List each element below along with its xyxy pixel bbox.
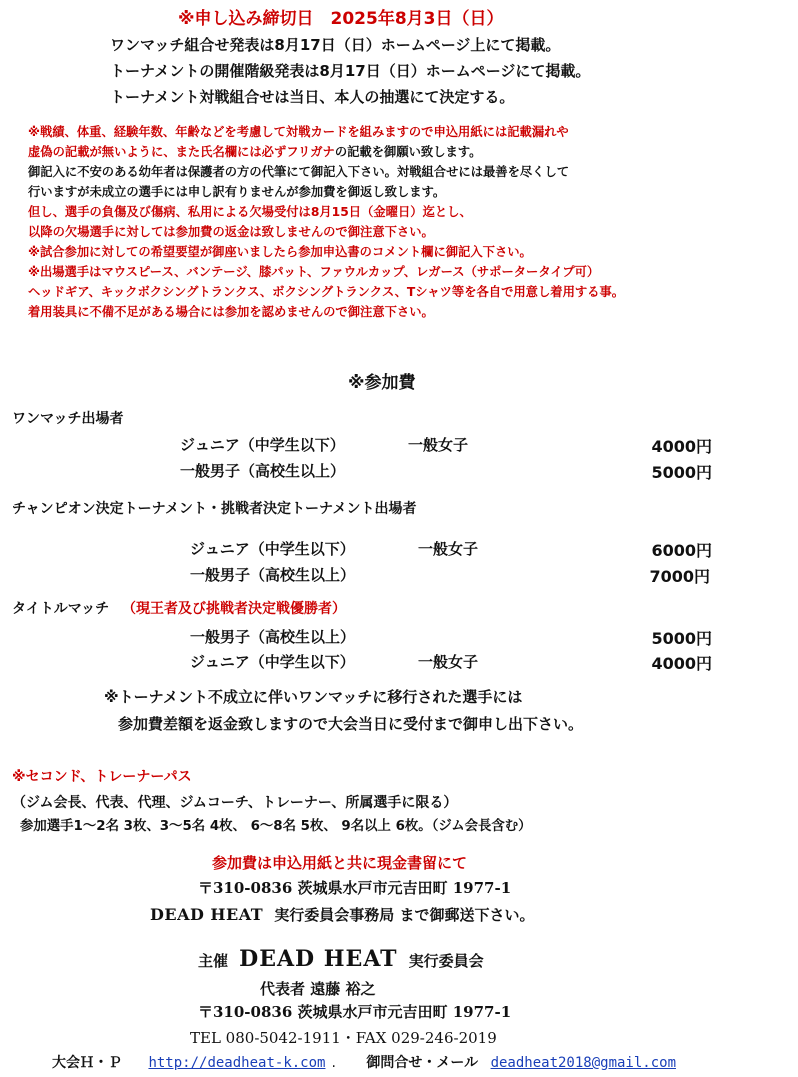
hp-link[interactable]: http://deadheat-k.com xyxy=(148,1055,326,1071)
organizer-suffix: 実行委員会 xyxy=(408,952,484,970)
contact-label: 御問合せ・メール xyxy=(366,1055,479,1071)
title-match-row1-price: 5000円 xyxy=(651,629,712,648)
note-1b-pre: 虚偽の記載が無いように、また氏名欄には xyxy=(28,145,262,159)
header-line-1: ワンマッチ組合せ発表は8月17日（日）ホームページ上にて掲載。 xyxy=(110,36,561,54)
note-1a: ※戦績、体重、経験年数、年齢などを考慮して対戦カードを組みますので申込用紙には記載漏れや xyxy=(28,125,569,139)
tournament-row2-left: 一般男子（高校生以上） xyxy=(190,566,356,584)
one-match-row2-left: 一般男子（高校生以上） xyxy=(180,462,346,480)
title-match-heading: タイトルマッチ xyxy=(12,601,110,617)
one-match-row1-mid: 一般女子 xyxy=(408,436,469,454)
payment-address-text: 〒310-0836 茨城県水戸市元吉田町 1977-1 xyxy=(198,879,512,897)
note-3b: 以降の欠場選手に対しては参加費の返金は致しませんので御注意下さい。 xyxy=(28,225,434,239)
note-3a: 但し、選手の負傷及び傷病、私用による欠場受付は8月15日（金曜日）迄とし、 xyxy=(28,205,472,219)
hp-period: . xyxy=(331,1055,336,1071)
tournament-heading: チャンピオン決定トーナメント・挑戦者決定トーナメント出場者 xyxy=(12,501,417,517)
refund-note-2: 参加費差額を返金致しますので大会当日に受付まで御申し出下さい。 xyxy=(118,715,584,733)
organizer-rep: 代表者 遠藤 裕之 xyxy=(260,980,376,998)
tournament-row1-price: 6000円 xyxy=(651,541,712,560)
second-pass-desc: （ジム会長、代表、代理、ジムコーチ、トレーナー、所属選手に限る） xyxy=(12,795,458,811)
title-match-row2-mid: 一般女子 xyxy=(418,653,479,671)
refund-note-1: ※トーナメント不成立に伴いワンマッチに移行された選手には xyxy=(104,688,523,706)
one-match-heading: ワンマッチ出場者 xyxy=(12,411,124,427)
organizer-line xyxy=(198,946,484,972)
note-5b: ヘッドギア、キックボクシングトランクス、ボクシングトランクス、Tシャツ等を各自で用意し着用する事。 xyxy=(28,285,625,299)
title-match-row2-price: 4000円 xyxy=(651,654,712,673)
one-match-row2-price: 5000円 xyxy=(651,463,712,482)
payment-org-suffix: 実行委員会事務局 まで御郵送下さい。 xyxy=(274,906,535,924)
note-1b-emphasis: 必ずフリガナ xyxy=(261,145,335,159)
payment-org-line xyxy=(150,904,535,925)
note-2a: 御記入に不安のある幼年者は保護者の方の代筆にて御記入下さい。対戦組合せには最善を尽くして xyxy=(28,165,570,179)
payment-title: 参加費は申込用紙と共に現金書留にて xyxy=(212,854,468,872)
notes-block xyxy=(28,122,624,322)
one-match-row1-left: ジュニア（中学生以下） xyxy=(180,436,345,454)
payment-org-name: DEAD HEAT xyxy=(150,905,264,924)
organizer-name: DEAD HEAT xyxy=(239,946,398,972)
organizer-contact-line xyxy=(52,1052,676,1072)
fees-title: ※参加費 xyxy=(348,373,416,393)
title-match-row2-left: ジュニア（中学生以下） xyxy=(190,653,355,671)
header-line-2: トーナメントの開催階級発表は8月17日（日）ホームページにて掲載。 xyxy=(110,62,591,80)
tournament-row2-price: 7000円 xyxy=(649,567,710,586)
payment-address xyxy=(198,877,511,898)
hp-label: 大会Ｈ・Ｐ xyxy=(52,1055,122,1071)
note-4: ※試合参加に対しての希望要望が御座いましたら参加申込書のコメント欄に御記入下さい。 xyxy=(28,245,532,259)
tournament-row1-mid: 一般女子 xyxy=(418,540,479,558)
note-1b xyxy=(28,142,624,162)
second-pass-counts: 参加選手1～2名 3枚、3～5名 4枚、 6～8名 5枚、 9名以上 6枚。（ジム会長含む） xyxy=(20,819,532,834)
email-link[interactable]: deadheat2018@gmail.com xyxy=(490,1055,676,1071)
second-pass-title: ※セコンド、トレーナーパス xyxy=(12,769,192,785)
deadline: ※申し込み締切日 2025年8月3日（日） xyxy=(178,9,504,29)
tournament-row1-left: ジュニア（中学生以下） xyxy=(190,540,355,558)
note-5c: 着用装具に不備不足がある場合には参加を認めませんので御注意下さい。 xyxy=(28,305,434,319)
one-match-row1-price: 4000円 xyxy=(651,437,712,456)
header-line-3: トーナメント対戦組合せは当日、本人の抽選にて決定する。 xyxy=(110,88,515,106)
title-match-heading-note: （現王者及び挑戦者決定戦優勝者） xyxy=(122,601,347,617)
note-5a: ※出場選手はマウスピース、バンテージ、膝パット、ファウルカップ、レガース（サポータータイプ可） xyxy=(28,265,600,279)
organizer-tel-fax: TEL 080-5042-1911・FAX 029-246-2019 xyxy=(190,1029,497,1047)
title-match-heading-row xyxy=(12,598,346,618)
title-match-row1-left: 一般男子（高校生以上） xyxy=(190,628,356,646)
organizer-prefix: 主催 xyxy=(198,952,229,970)
note-1b-post: の記載を御願い致します。 xyxy=(334,145,482,159)
note-2b: 行いますが未成立の選手には申し訳有りませんが参加費を御返し致します。 xyxy=(28,185,446,199)
organizer-address: 〒310-0836 茨城県水戸市元吉田町 1977-1 xyxy=(198,1003,512,1021)
